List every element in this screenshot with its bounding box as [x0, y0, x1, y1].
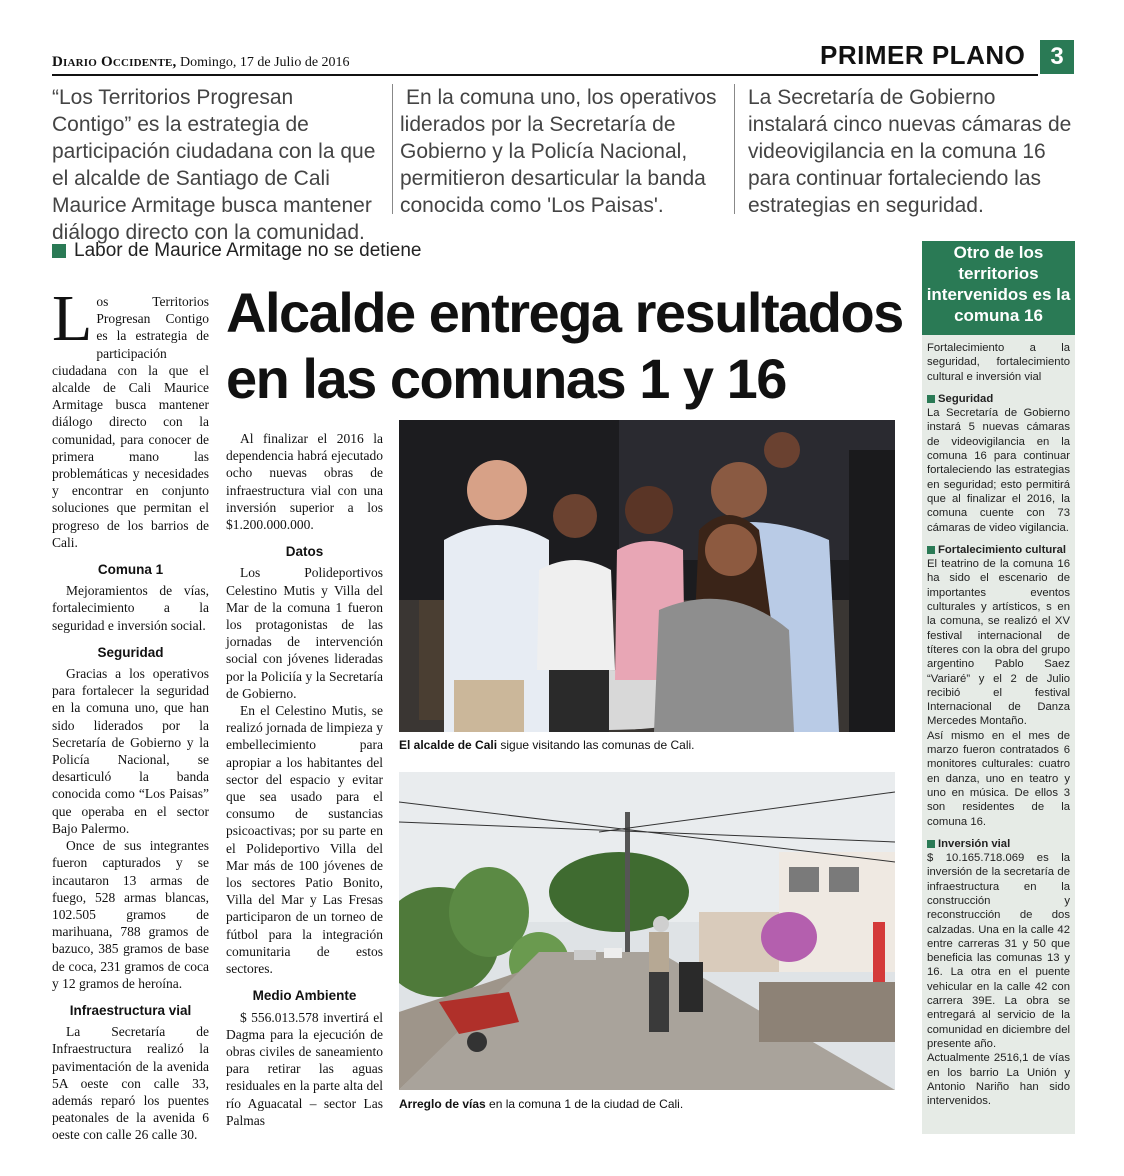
- photo-caption-2: Arreglo de vías en la comuna 1 de la ciudad de Cali.: [399, 1097, 684, 1111]
- kicker: [52, 240, 422, 262]
- sidebar-paragraph: El teatrino de la comuna 16 ha sido el escenario de importantes eventos culturales y artísticos, s en la comuna, se realizó el XV festival internacional de títeres con la obra del grupo argentino Pablo Saez “Variaré” y el 2 de Julio recibió el festival Internacional de Danza Mercedes Montaño.: [927, 558, 1070, 728]
- bullet-square-icon: [927, 840, 935, 848]
- photo-mayor-visit-image: [399, 420, 895, 732]
- article-column-2: [226, 430, 383, 1129]
- photo-caption-1: El alcalde de Cali sigue visitando las comunas de Cali.: [399, 738, 695, 752]
- paragraph: La Secretaría de Infraestructura realizó la pavimentación de la avenida 5A oeste con calle 33, además reparó los puentes peatonales de la avenida 6 oeste con calle 26 calle 30.: [52, 1024, 209, 1143]
- teaser-2: En la comuna uno, los operativos liderados por la Secretaría de Gobierno y la Policía Nacional, permitieron desarticular la banda conocida como 'Los Paisas'.: [400, 86, 717, 217]
- sidebar-title: Otro de los territorios intervenidos es la comuna 16: [922, 241, 1075, 335]
- article-column-1: [52, 282, 209, 1144]
- bullet-square-icon: [52, 244, 66, 258]
- sidebar-box: [922, 241, 1075, 1134]
- teaser-divider: [392, 84, 393, 214]
- subhead-datos: Datos: [285, 544, 324, 560]
- intro-paragraph: Los Territorios Progresan Contigo es la estrategia de participación ciudadana con la que el alcalde de Cali Maurice Armitage busca mantener diálogo directo con la comunidad, para conocer de primera mano las problemáticas y necesidades y encontrar en conjunto soluciones que permitan el progreso de los barrios de Cali.: [52, 282, 209, 550]
- paragraph: Mejoramientos de vías, fortalecimiento a la seguridad e inversión social.: [52, 583, 209, 633]
- sidebar-paragraph: $ 10.165.718.069 es la inversión de la secretaría de infraestructura en la construcción y reconstrucción de dos calzadas. Una en la calle 42 entre carreras 31 y 50 que beneficia las comunas 13 y 16. La otra en el puente vehicular en la calle 42 con carrera 39E. La obra se entregará al servicio de la comunidad en diciembre del presente año.: [927, 852, 1070, 1050]
- teaser-3: La Secretaría de Gobierno instalará cinco nuevas cámaras de videovigilancia en la comuna 16 para continuar fortaleciendo las estrategias en seguridad.: [748, 86, 1072, 217]
- bullet-square-icon: [927, 546, 935, 554]
- subhead-comuna1: Comuna 1: [97, 562, 164, 578]
- paper-name: Diario Occidente,: [52, 54, 177, 70]
- sidebar-paragraph: Actualmente 2516,1 de vías en los barrio La Unión y Antonio Nariño han sido intervenidos.: [927, 1052, 1070, 1108]
- sidebar-paragraph: Así mismo en el mes de marzo fueron contratados 6 monitores culturales: cuatro en danza, uno en teatro y uno en música. De ellos 3 son residentes de la comuna 16.: [927, 729, 1070, 828]
- paragraph: Gracias a los operativos para fortalecer la seguridad en la comuna uno, que han sido liderados por la Secretaría de Gobierno y la Policía Nacional, se desarticuló la banda conocida como “Los Paisas” que operaba en el sector Bajo Palermo.: [52, 666, 209, 836]
- sidebar-body: [922, 335, 1075, 1108]
- sidebar-subhead-seguridad: Seguridad: [927, 392, 1070, 406]
- paragraph: Al finalizar el 2016 la dependencia habrá ejecutado ocho nuevas obras de infraestructura vial con una inversión superior a los $1.200.000.000.: [226, 431, 383, 533]
- paragraph: Los Polideportivos Celestino Mutis y Villa del Mar de la comuna 1 fueron los protagonistas de las jornadas de intervención social con jóvenes lideradas por la Policiía y la Secretaría de Gobierno.: [226, 565, 383, 701]
- masthead: [52, 54, 350, 71]
- teaser-1: “Los Territorios Progresan Contigo” es la estrategia de participación ciudadana con la que el alcalde de Santiago de Cali Maurice Armitage busca mantener diálogo directo con la comunidad.: [52, 86, 376, 244]
- paragraph: Once de sus integrantes fueron capturados y se incautaron 13 armas de fuego, 528 armas blancas, 102.505 gramos de marihuana, 788 gramos de bazuco, 385 gramos de base de coca, 231 gramos de coca y 12 gramos de heroína.: [52, 838, 209, 991]
- header-rule: [52, 74, 1038, 76]
- headline: Alcalde entrega resultados en las comunas 1 y 16: [226, 281, 903, 410]
- sidebar-paragraph: La Secretaría de Gobierno instará 5 nuevas cámaras de videovigilancia en la comuna 16 para continuar fortaleciendo las estrategias en seguridad; esto permitirá que al finalizar el 2016, la comuna cuente con 73 cámaras de video vigilancia.: [927, 407, 1070, 534]
- photo-road-works-image: [399, 772, 895, 1090]
- photo-road-works: [399, 772, 895, 1090]
- photo-mayor-visit: [399, 420, 895, 732]
- sidebar-subhead-inversion: Inversión vial: [927, 837, 1070, 851]
- section-title: PRIMER PLANO: [820, 40, 1026, 70]
- paragraph: $ 556.013.578 invertirá el Dagma para la ejecución de obras civiles de saneamiento para retirar las aguas residuales en la parte alta del río Aguacatal – sector Las Palmas: [226, 1009, 383, 1128]
- page-number: 3: [1040, 40, 1074, 74]
- teaser-divider: [734, 84, 735, 214]
- sidebar-intro: Fortalecimiento a la seguridad, fortalecimiento cultural e inversión vial: [927, 342, 1070, 383]
- sidebar-subhead-cultural: Fortalecimiento cultural: [927, 543, 1070, 557]
- drop-cap: L: [52, 282, 93, 355]
- subhead-medio-ambiente: Medio Ambiente: [252, 988, 357, 1004]
- kicker-text: Labor de Maurice Armitage no se detiene: [74, 240, 422, 261]
- issue-date: Domingo, 17 de Julio de 2016: [179, 55, 350, 70]
- paragraph: En el Celestino Mutis, se realizó jornada de limpieza y embellecimiento para apropiar a los habitantes del sector del espacio y evitar que sea usado para el consumo de sustancias psicoactivas; por su parte en el Polideportivo Villa del Mar más de 100 jóvenes de los sectores Patio Bonito, Villa del Mar y Las Fresas participaron de un torneo de fútbol para la integración comunitaria de estos sectores.: [226, 703, 383, 977]
- bullet-square-icon: [927, 395, 935, 403]
- subhead-infraestructura: Infraestructura vial: [69, 1002, 192, 1018]
- subhead-seguridad: Seguridad: [97, 644, 164, 660]
